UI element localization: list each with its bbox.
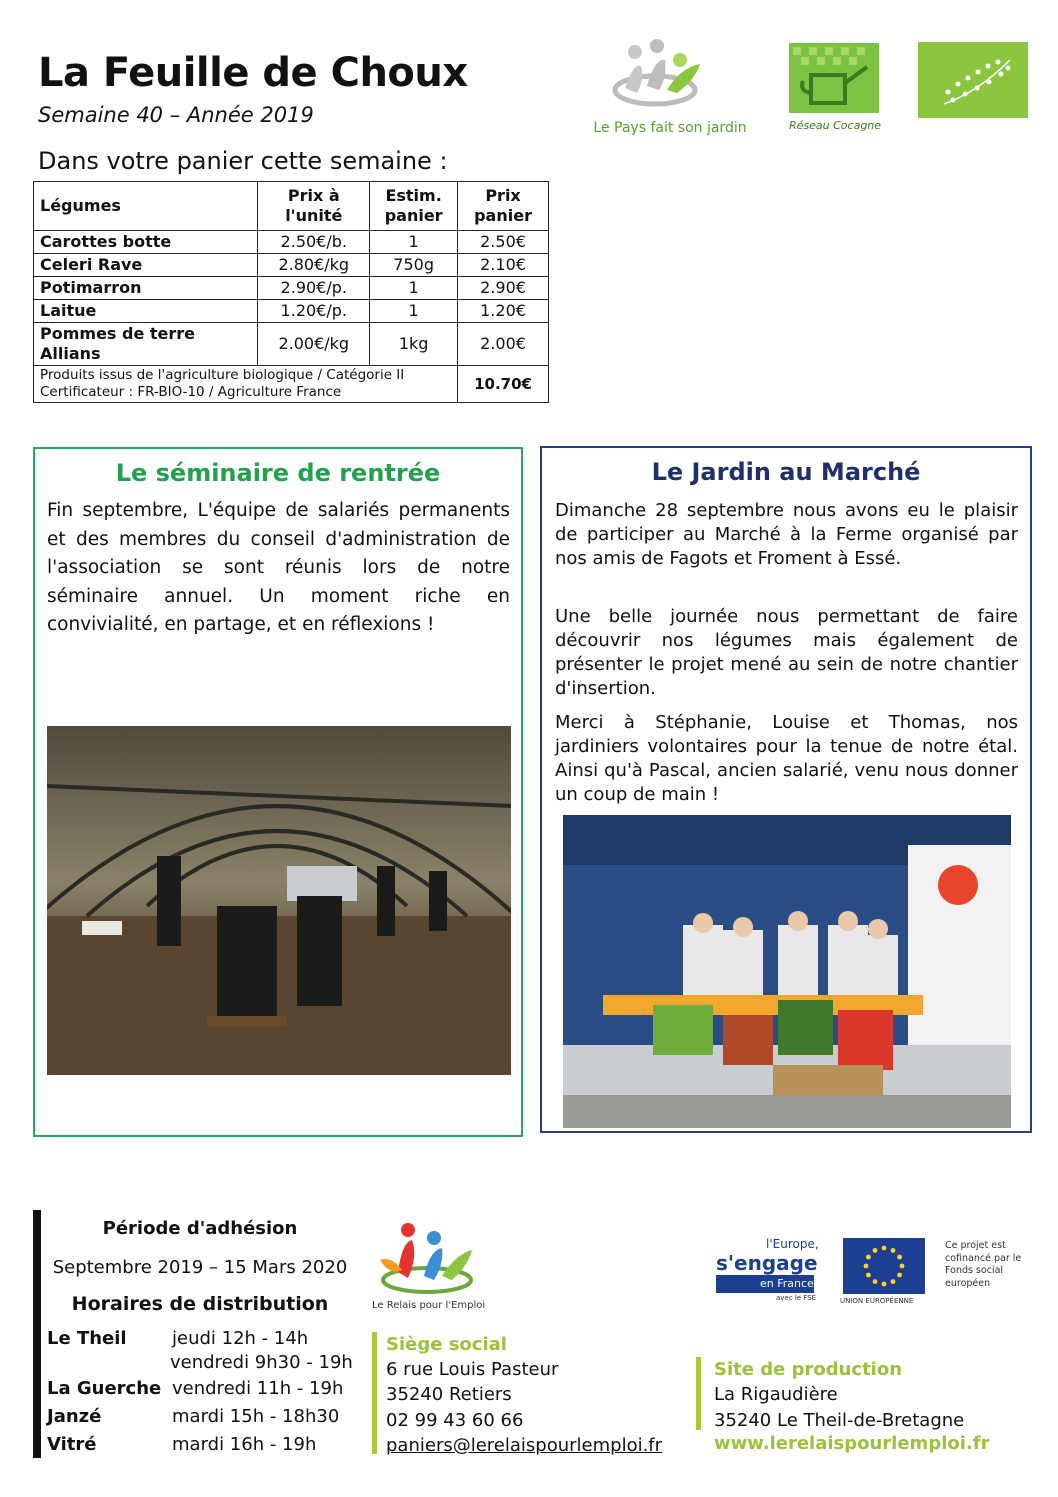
market-article-paragraph-2: Une belle journée nous permettant de faire découvrir nos légumes mais également de présenter le projet mené au sein de notre chantier d'insertion. bbox=[555, 606, 1018, 699]
basket-price: 2.90€ bbox=[458, 277, 549, 300]
schedule-time: vendredi 11h - 19h bbox=[172, 1378, 344, 1399]
head-office-title: Siège social bbox=[386, 1334, 507, 1355]
pays-fait-son-jardin-logo bbox=[585, 38, 755, 138]
eu-stars-icon bbox=[843, 1238, 925, 1294]
production-site-place: La Rigaudière bbox=[714, 1384, 838, 1405]
basket-heading: Dans votre panier cette semaine : bbox=[38, 147, 448, 175]
europe-line-4: avec le FSE bbox=[776, 1294, 817, 1302]
distribution-hours-title: Horaires de distribution bbox=[71, 1293, 329, 1315]
table-row bbox=[34, 277, 549, 300]
table-row bbox=[34, 323, 549, 366]
basket-price: 2.00€ bbox=[458, 323, 549, 366]
col-header-vegetables: Légumes bbox=[34, 182, 258, 231]
market-article-paragraph-1: Dimanche 28 septembre nous avons eu le plaisir de participer au Marché à la Ferme organisé par nos amis de Fagots et Froment à Essé. bbox=[555, 500, 1018, 569]
certification-note bbox=[34, 366, 458, 403]
europe-line-3: en France bbox=[760, 1277, 814, 1290]
vegetable-name: Laitue bbox=[34, 300, 258, 323]
reseau-cocagne-logo bbox=[789, 43, 882, 138]
col-header-estimated-qty: Estim. panier bbox=[370, 182, 458, 231]
head-office-city: 35240 Retiers bbox=[386, 1384, 512, 1405]
eu-organic-leaf-icon bbox=[918, 42, 1028, 118]
basket-price: 2.10€ bbox=[458, 254, 549, 277]
vegetable-name: Celeri Rave bbox=[34, 254, 258, 277]
eu-organic-leaf-logo bbox=[918, 42, 1028, 118]
membership-period-title: Période d'adhésion bbox=[102, 1218, 298, 1239]
schedule-time: mardi 15h - 18h30 bbox=[172, 1406, 340, 1427]
table-row bbox=[34, 300, 549, 323]
basket-price: 1.20€ bbox=[458, 300, 549, 323]
newsletter-title: La Feuille de Choux bbox=[38, 50, 468, 96]
schedule-place: Le Theil bbox=[47, 1328, 127, 1349]
estimated-qty: 1 bbox=[370, 277, 458, 300]
vegetable-name: Potimarron bbox=[34, 277, 258, 300]
relais-pour-lemploi-logo bbox=[372, 1220, 486, 1320]
basket-price: 2.50€ bbox=[458, 231, 549, 254]
siege-accent-bar bbox=[372, 1332, 377, 1454]
seminar-article bbox=[33, 447, 523, 1137]
eu-flag-logo bbox=[840, 1238, 925, 1305]
unit-price: 2.00€/kg bbox=[258, 323, 370, 366]
production-site-city: 35240 Le Theil-de-Bretagne bbox=[714, 1410, 965, 1431]
market-article bbox=[540, 446, 1032, 1133]
unit-price: 1.20€/p. bbox=[258, 300, 370, 323]
unit-price: 2.50€/b. bbox=[258, 231, 370, 254]
table-row bbox=[34, 231, 549, 254]
schedule-place: Vitré bbox=[47, 1434, 97, 1455]
unit-price: 2.80€/kg bbox=[258, 254, 370, 277]
greenhouse-photo-illustration bbox=[47, 726, 511, 1075]
week-subtitle: Semaine 40 – Année 2019 bbox=[38, 103, 314, 127]
table-header-row bbox=[34, 182, 549, 231]
watering-can-icon bbox=[789, 43, 879, 113]
eu-flag-label: UNION EUROPÉENNE bbox=[840, 1297, 914, 1305]
vegetable-name: Pommes de terre Allians bbox=[34, 323, 258, 366]
table-row bbox=[34, 254, 549, 277]
fse-cofinancing-note: Ce projet est cofinancé par le Fonds social européen bbox=[945, 1240, 1022, 1289]
people-logo-icon bbox=[585, 38, 755, 118]
estimated-qty: 1 bbox=[370, 300, 458, 323]
head-office-street: 6 rue Louis Pasteur bbox=[386, 1359, 559, 1380]
estimated-qty: 1 bbox=[370, 231, 458, 254]
production-site-title: Site de production bbox=[714, 1359, 903, 1380]
schedule-time: vendredi 9h30 - 19h bbox=[170, 1352, 353, 1373]
europe-line-1: l'Europe, bbox=[766, 1237, 819, 1251]
website-link[interactable]: www.lerelaispourlemploi.fr bbox=[714, 1433, 990, 1454]
market-photo-illustration bbox=[563, 815, 1011, 1128]
membership-period-dates: Septembre 2019 – 15 Mars 2020 bbox=[52, 1257, 348, 1278]
europe-line-2: s'engage bbox=[716, 1251, 818, 1275]
pays-fait-son-jardin-label: Le Pays fait son jardin bbox=[593, 120, 747, 136]
head-office-phone[interactable]: 02 99 43 60 66 bbox=[386, 1410, 524, 1431]
col-header-unit-price: Prix à l'unité bbox=[258, 182, 370, 231]
footer-divider-bar bbox=[33, 1210, 41, 1458]
schedule-time: mardi 16h - 19h bbox=[172, 1434, 317, 1455]
reseau-cocagne-label: Réseau Cocagne bbox=[789, 119, 882, 132]
col-header-basket-price: Prix panier bbox=[458, 182, 549, 231]
schedule-place: La Guerche bbox=[47, 1378, 162, 1399]
estimated-qty: 750g bbox=[370, 254, 458, 277]
market-article-title: Le Jardin au Marché bbox=[651, 458, 921, 486]
unit-price: 2.90€/p. bbox=[258, 277, 370, 300]
seminar-article-text: Fin septembre, L'équipe de salariés permanents et des membres du conseil d'administration de l'association se sont réunis lors de notre séminaire annuel. Un moment riche en convivialité, en partage, et en réflexions ! bbox=[47, 500, 510, 635]
basket-total: 10.70€ bbox=[458, 366, 549, 403]
relais-people-icon bbox=[372, 1220, 482, 1298]
certification-line-2: Certificateur : FR-BIO-10 / Agriculture France bbox=[40, 384, 342, 400]
vegetable-name: Carottes botte bbox=[34, 231, 258, 254]
market-article-paragraph-3: Merci à Stéphanie, Louise et Thomas, nos jardiniers volontaires pour la tenue de notre étal. Ainsi qu'à Pascal, ancien salarié, venu nous donner un coup de main ! bbox=[555, 712, 1018, 805]
table-footer-row bbox=[34, 366, 549, 403]
greenhouse-seminar-photo bbox=[47, 726, 511, 1075]
market-stall-photo bbox=[563, 815, 1011, 1128]
production-accent-bar bbox=[696, 1357, 701, 1430]
schedule-place: Janzé bbox=[47, 1406, 102, 1427]
europe-sengage-logo bbox=[716, 1237, 826, 1303]
basket-price-table bbox=[33, 181, 549, 403]
seminar-article-title: Le séminaire de rentrée bbox=[115, 459, 441, 487]
relais-pour-lemploi-label: Le Relais pour l'Emploi bbox=[372, 1300, 486, 1311]
schedule-time: jeudi 12h - 14h bbox=[172, 1328, 309, 1349]
estimated-qty: 1kg bbox=[370, 323, 458, 366]
certification-line-1: Produits issus de l'agriculture biologique / Catégorie II bbox=[40, 367, 405, 383]
head-office-email-link[interactable]: paniers@lerelaispourlemploi.fr bbox=[386, 1435, 663, 1456]
